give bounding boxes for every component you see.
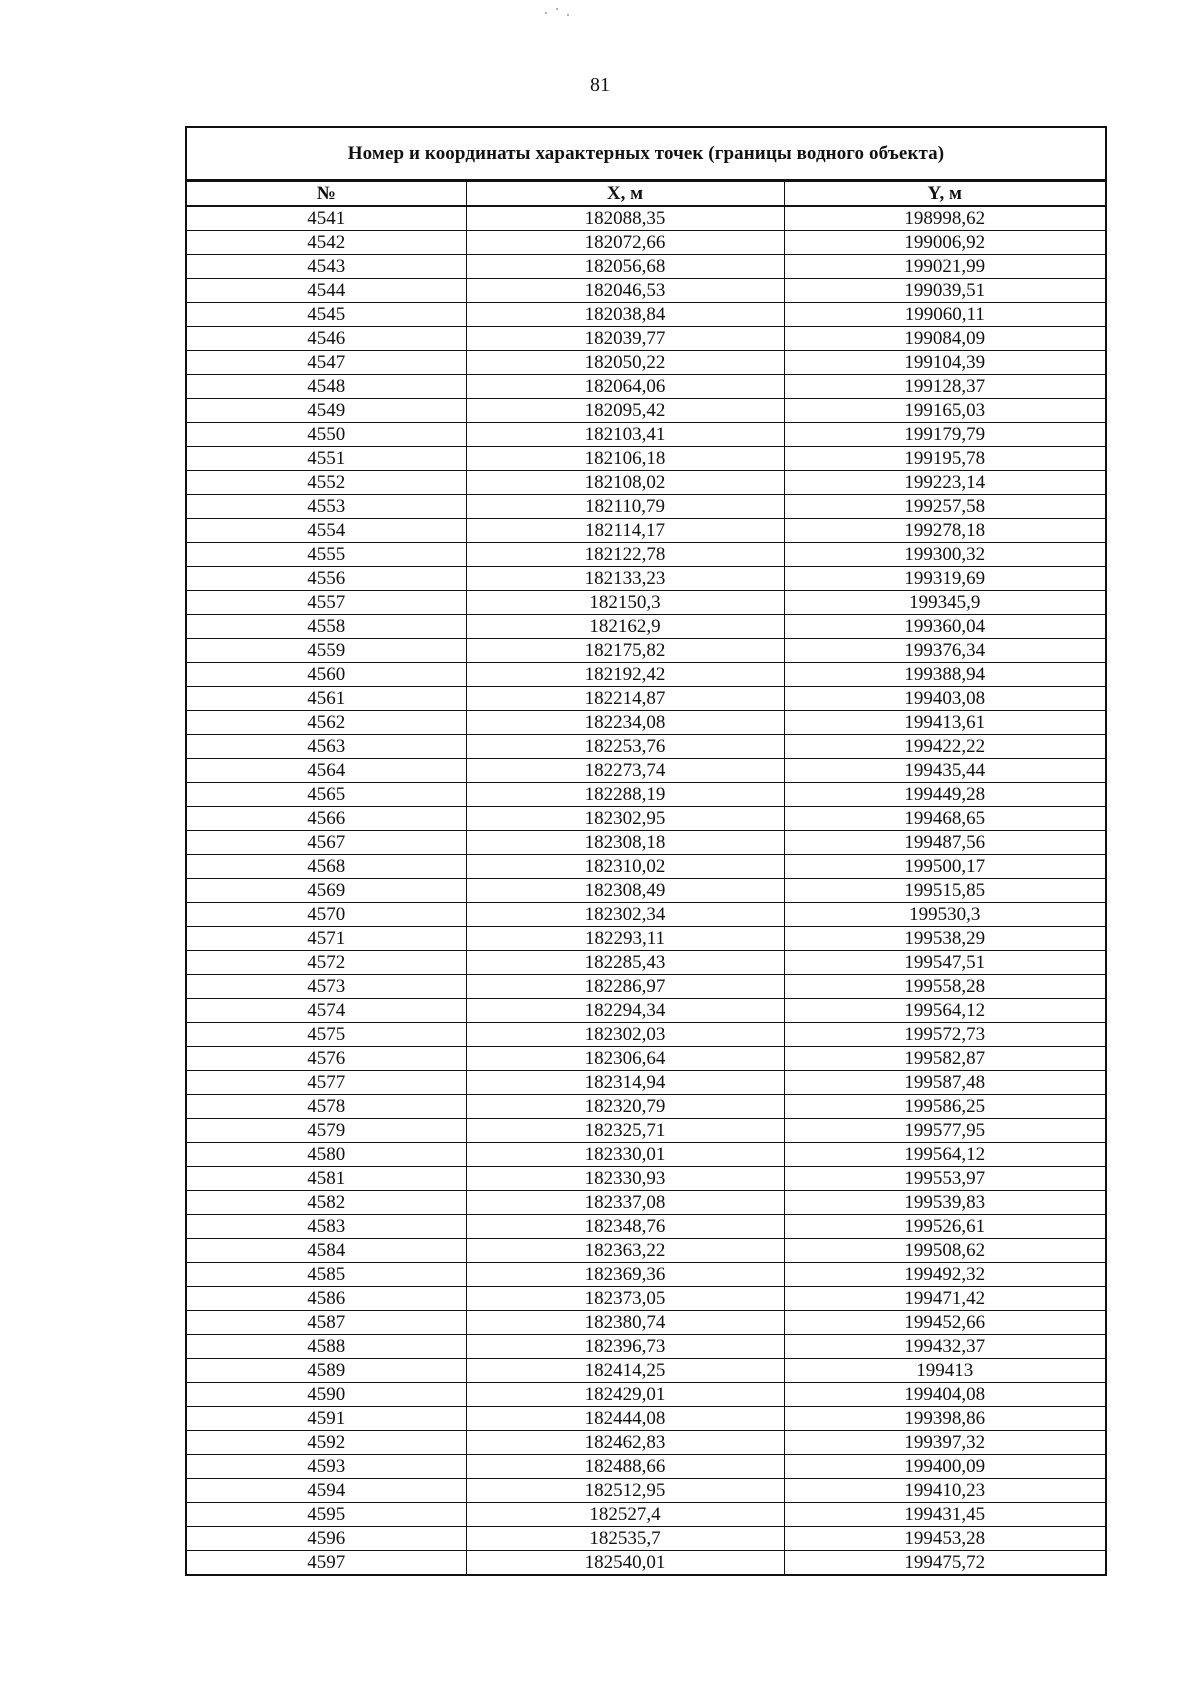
table-row: [187, 807, 1105, 831]
cell-point-number: 4557: [187, 591, 466, 615]
table-row: [187, 471, 1105, 495]
cell-point-number: 4582: [187, 1191, 466, 1215]
cell-point-number: 4578: [187, 1095, 466, 1119]
cell-x-coordinate: 182103,41: [466, 423, 784, 447]
cell-y-coordinate: 199530,3: [784, 903, 1105, 927]
cell-point-number: 4580: [187, 1143, 466, 1167]
cell-y-coordinate: 199319,69: [784, 567, 1105, 591]
table-row: [187, 543, 1105, 567]
cell-x-coordinate: 182150,3: [466, 591, 784, 615]
cell-point-number: 4559: [187, 639, 466, 663]
cell-point-number: 4576: [187, 1047, 466, 1071]
table-row: [187, 303, 1105, 327]
cell-y-coordinate: 199558,28: [784, 975, 1105, 999]
cell-point-number: 4565: [187, 783, 466, 807]
table-row: [187, 519, 1105, 543]
cell-y-coordinate: 199564,12: [784, 1143, 1105, 1167]
table-row: [187, 711, 1105, 735]
cell-y-coordinate: 199475,72: [784, 1551, 1105, 1575]
cell-point-number: 4566: [187, 807, 466, 831]
cell-x-coordinate: 182288,19: [466, 783, 784, 807]
cell-y-coordinate: 199508,62: [784, 1239, 1105, 1263]
table-row: [187, 951, 1105, 975]
table-body: [187, 206, 1105, 1574]
cell-y-coordinate: 199431,45: [784, 1503, 1105, 1527]
cell-x-coordinate: 182540,01: [466, 1551, 784, 1575]
table-row: [187, 1167, 1105, 1191]
cell-x-coordinate: 182072,66: [466, 231, 784, 255]
cell-x-coordinate: 182253,76: [466, 735, 784, 759]
cell-point-number: 4554: [187, 519, 466, 543]
cell-y-coordinate: 199404,08: [784, 1383, 1105, 1407]
cell-x-coordinate: 182512,95: [466, 1479, 784, 1503]
cell-point-number: 4546: [187, 327, 466, 351]
column-header-number: №: [187, 182, 466, 207]
cell-x-coordinate: 182373,05: [466, 1287, 784, 1311]
cell-point-number: 4560: [187, 663, 466, 687]
cell-y-coordinate: 199398,86: [784, 1407, 1105, 1431]
table-row: [187, 1095, 1105, 1119]
table-row: [187, 1551, 1105, 1575]
cell-y-coordinate: 199435,44: [784, 759, 1105, 783]
table-row: [187, 1239, 1105, 1263]
table-row: [187, 327, 1105, 351]
cell-point-number: 4553: [187, 495, 466, 519]
cell-point-number: 4595: [187, 1503, 466, 1527]
table-row: [187, 831, 1105, 855]
cell-point-number: 4555: [187, 543, 466, 567]
cell-y-coordinate: 199432,37: [784, 1335, 1105, 1359]
cell-y-coordinate: 199538,29: [784, 927, 1105, 951]
cell-x-coordinate: 182325,71: [466, 1119, 784, 1143]
cell-x-coordinate: 182535,7: [466, 1527, 784, 1551]
cell-y-coordinate: 199487,56: [784, 831, 1105, 855]
table-row: [187, 1263, 1105, 1287]
cell-point-number: 4564: [187, 759, 466, 783]
cell-y-coordinate: 199500,17: [784, 855, 1105, 879]
cell-y-coordinate: 199104,39: [784, 351, 1105, 375]
cell-point-number: 4588: [187, 1335, 466, 1359]
cell-x-coordinate: 182108,02: [466, 471, 784, 495]
table-row: [187, 1119, 1105, 1143]
cell-point-number: 4551: [187, 447, 466, 471]
cell-point-number: 4579: [187, 1119, 466, 1143]
cell-x-coordinate: 182314,94: [466, 1071, 784, 1095]
cell-y-coordinate: 199195,78: [784, 447, 1105, 471]
cell-y-coordinate: 199278,18: [784, 519, 1105, 543]
cell-x-coordinate: 182337,08: [466, 1191, 784, 1215]
cell-x-coordinate: 182095,42: [466, 399, 784, 423]
table-row: [187, 375, 1105, 399]
cell-x-coordinate: 182106,18: [466, 447, 784, 471]
coordinates-table: [185, 126, 1107, 1576]
cell-point-number: 4571: [187, 927, 466, 951]
cell-y-coordinate: 199547,51: [784, 951, 1105, 975]
cell-y-coordinate: 199453,28: [784, 1527, 1105, 1551]
cell-y-coordinate: 199587,48: [784, 1071, 1105, 1095]
cell-x-coordinate: 182294,34: [466, 999, 784, 1023]
cell-y-coordinate: 199413,61: [784, 711, 1105, 735]
cell-x-coordinate: 182302,34: [466, 903, 784, 927]
cell-y-coordinate: 199376,34: [784, 639, 1105, 663]
scan-speck: [545, 12, 547, 14]
cell-x-coordinate: 182273,74: [466, 759, 784, 783]
cell-y-coordinate: 199345,9: [784, 591, 1105, 615]
cell-point-number: 4568: [187, 855, 466, 879]
cell-x-coordinate: 182133,23: [466, 567, 784, 591]
cell-y-coordinate: 199452,66: [784, 1311, 1105, 1335]
cell-y-coordinate: 198998,62: [784, 206, 1105, 231]
cell-y-coordinate: 199128,37: [784, 375, 1105, 399]
cell-point-number: 4585: [187, 1263, 466, 1287]
cell-x-coordinate: 182302,95: [466, 807, 784, 831]
table-title: Номер и координаты характерных точек (границы водного объекта): [187, 128, 1105, 181]
cell-y-coordinate: 199492,32: [784, 1263, 1105, 1287]
cell-y-coordinate: 199572,73: [784, 1023, 1105, 1047]
cell-point-number: 4549: [187, 399, 466, 423]
table-row: [187, 639, 1105, 663]
cell-y-coordinate: 199413: [784, 1359, 1105, 1383]
cell-x-coordinate: 182234,08: [466, 711, 784, 735]
cell-y-coordinate: 199388,94: [784, 663, 1105, 687]
table-row: [187, 1335, 1105, 1359]
cell-point-number: 4589: [187, 1359, 466, 1383]
cell-x-coordinate: 182122,78: [466, 543, 784, 567]
table-row: [187, 399, 1105, 423]
table-row: [187, 735, 1105, 759]
table-row: [187, 591, 1105, 615]
cell-point-number: 4548: [187, 375, 466, 399]
cell-x-coordinate: 182330,01: [466, 1143, 784, 1167]
cell-x-coordinate: 182308,49: [466, 879, 784, 903]
cell-x-coordinate: 182380,74: [466, 1311, 784, 1335]
cell-y-coordinate: 199553,97: [784, 1167, 1105, 1191]
cell-y-coordinate: 199586,25: [784, 1095, 1105, 1119]
scan-speck: [556, 8, 558, 10]
cell-x-coordinate: 182527,4: [466, 1503, 784, 1527]
table-row: [187, 1191, 1105, 1215]
cell-x-coordinate: 182293,11: [466, 927, 784, 951]
cell-point-number: 4552: [187, 471, 466, 495]
cell-x-coordinate: 182488,66: [466, 1455, 784, 1479]
table-row: [187, 1215, 1105, 1239]
cell-y-coordinate: 199021,99: [784, 255, 1105, 279]
cell-point-number: 4574: [187, 999, 466, 1023]
cell-point-number: 4545: [187, 303, 466, 327]
cell-point-number: 4558: [187, 615, 466, 639]
cell-x-coordinate: 182114,17: [466, 519, 784, 543]
cell-point-number: 4577: [187, 1071, 466, 1095]
cell-x-coordinate: 182192,42: [466, 663, 784, 687]
cell-point-number: 4567: [187, 831, 466, 855]
cell-x-coordinate: 182046,53: [466, 279, 784, 303]
table-header-row: [187, 182, 1105, 207]
table-row: [187, 255, 1105, 279]
table-row: [187, 1455, 1105, 1479]
cell-point-number: 4583: [187, 1215, 466, 1239]
cell-point-number: 4547: [187, 351, 466, 375]
cell-y-coordinate: 199422,22: [784, 735, 1105, 759]
table-row: [187, 495, 1105, 519]
table-row: [187, 999, 1105, 1023]
cell-y-coordinate: 199039,51: [784, 279, 1105, 303]
table-row: [187, 759, 1105, 783]
table-row: [187, 206, 1105, 231]
cell-x-coordinate: 182175,82: [466, 639, 784, 663]
table-row: [187, 687, 1105, 711]
cell-y-coordinate: 199449,28: [784, 783, 1105, 807]
table-row: [187, 1071, 1105, 1095]
cell-y-coordinate: 199300,32: [784, 543, 1105, 567]
table-row: [187, 663, 1105, 687]
cell-y-coordinate: 199223,14: [784, 471, 1105, 495]
cell-point-number: 4591: [187, 1407, 466, 1431]
cell-x-coordinate: 182330,93: [466, 1167, 784, 1191]
cell-x-coordinate: 182088,35: [466, 206, 784, 231]
table-row: [187, 1503, 1105, 1527]
cell-x-coordinate: 182214,87: [466, 687, 784, 711]
cell-x-coordinate: 182285,43: [466, 951, 784, 975]
table-row: [187, 783, 1105, 807]
table-row: [187, 1479, 1105, 1503]
cell-x-coordinate: 182429,01: [466, 1383, 784, 1407]
column-header-y: Y, м: [784, 182, 1105, 207]
cell-point-number: 4563: [187, 735, 466, 759]
cell-x-coordinate: 182363,22: [466, 1239, 784, 1263]
table-row: [187, 1047, 1105, 1071]
table-row: [187, 1407, 1105, 1431]
table-row: [187, 855, 1105, 879]
cell-point-number: 4584: [187, 1239, 466, 1263]
cell-point-number: 4570: [187, 903, 466, 927]
cell-point-number: 4597: [187, 1551, 466, 1575]
cell-point-number: 4550: [187, 423, 466, 447]
cell-x-coordinate: 182056,68: [466, 255, 784, 279]
cell-point-number: 4542: [187, 231, 466, 255]
table-row: [187, 567, 1105, 591]
table-row: [187, 1023, 1105, 1047]
table-row: [187, 615, 1105, 639]
cell-y-coordinate: 199397,32: [784, 1431, 1105, 1455]
cell-x-coordinate: 182162,9: [466, 615, 784, 639]
cell-x-coordinate: 182039,77: [466, 327, 784, 351]
table-row: [187, 1359, 1105, 1383]
cell-x-coordinate: 182396,73: [466, 1335, 784, 1359]
table-row: [187, 903, 1105, 927]
cell-y-coordinate: 199179,79: [784, 423, 1105, 447]
cell-point-number: 4587: [187, 1311, 466, 1335]
table-row: [187, 1383, 1105, 1407]
cell-x-coordinate: 182308,18: [466, 831, 784, 855]
cell-y-coordinate: 199526,61: [784, 1215, 1105, 1239]
cell-x-coordinate: 182414,25: [466, 1359, 784, 1383]
cell-point-number: 4581: [187, 1167, 466, 1191]
cell-point-number: 4561: [187, 687, 466, 711]
cell-point-number: 4562: [187, 711, 466, 735]
cell-y-coordinate: 199257,58: [784, 495, 1105, 519]
column-header-x: X, м: [466, 182, 784, 207]
cell-y-coordinate: 199410,23: [784, 1479, 1105, 1503]
table-row: [187, 1527, 1105, 1551]
cell-point-number: 4544: [187, 279, 466, 303]
cell-y-coordinate: 199360,04: [784, 615, 1105, 639]
table-row: [187, 447, 1105, 471]
cell-x-coordinate: 182038,84: [466, 303, 784, 327]
table-row: [187, 279, 1105, 303]
cell-x-coordinate: 182110,79: [466, 495, 784, 519]
cell-point-number: 4594: [187, 1479, 466, 1503]
cell-point-number: 4573: [187, 975, 466, 999]
table-row: [187, 927, 1105, 951]
coordinates-grid: [187, 181, 1105, 1574]
cell-point-number: 4596: [187, 1527, 466, 1551]
cell-point-number: 4586: [187, 1287, 466, 1311]
cell-x-coordinate: 182310,02: [466, 855, 784, 879]
table-row: [187, 1143, 1105, 1167]
cell-y-coordinate: 199515,85: [784, 879, 1105, 903]
cell-y-coordinate: 199564,12: [784, 999, 1105, 1023]
page-number: 81: [590, 74, 610, 96]
cell-x-coordinate: 182306,64: [466, 1047, 784, 1071]
cell-y-coordinate: 199084,09: [784, 327, 1105, 351]
table-row: [187, 351, 1105, 375]
cell-x-coordinate: 182050,22: [466, 351, 784, 375]
cell-x-coordinate: 182064,06: [466, 375, 784, 399]
cell-x-coordinate: 182348,76: [466, 1215, 784, 1239]
cell-x-coordinate: 182302,03: [466, 1023, 784, 1047]
cell-y-coordinate: 199468,65: [784, 807, 1105, 831]
table-row: [187, 231, 1105, 255]
table-row: [187, 423, 1105, 447]
cell-y-coordinate: 199400,09: [784, 1455, 1105, 1479]
cell-point-number: 4590: [187, 1383, 466, 1407]
cell-y-coordinate: 199060,11: [784, 303, 1105, 327]
cell-point-number: 4575: [187, 1023, 466, 1047]
cell-point-number: 4593: [187, 1455, 466, 1479]
cell-x-coordinate: 182286,97: [466, 975, 784, 999]
cell-x-coordinate: 182369,36: [466, 1263, 784, 1287]
scan-speck: [567, 14, 569, 16]
cell-y-coordinate: 199539,83: [784, 1191, 1105, 1215]
cell-point-number: 4541: [187, 206, 466, 231]
cell-y-coordinate: 199471,42: [784, 1287, 1105, 1311]
cell-y-coordinate: 199582,87: [784, 1047, 1105, 1071]
cell-y-coordinate: 199006,92: [784, 231, 1105, 255]
cell-x-coordinate: 182444,08: [466, 1407, 784, 1431]
cell-point-number: 4572: [187, 951, 466, 975]
cell-y-coordinate: 199577,95: [784, 1119, 1105, 1143]
cell-point-number: 4556: [187, 567, 466, 591]
cell-point-number: 4569: [187, 879, 466, 903]
cell-y-coordinate: 199165,03: [784, 399, 1105, 423]
table-row: [187, 975, 1105, 999]
table-row: [187, 1311, 1105, 1335]
table-row: [187, 1287, 1105, 1311]
cell-x-coordinate: 182320,79: [466, 1095, 784, 1119]
cell-x-coordinate: 182462,83: [466, 1431, 784, 1455]
cell-point-number: 4543: [187, 255, 466, 279]
table-row: [187, 879, 1105, 903]
cell-point-number: 4592: [187, 1431, 466, 1455]
cell-y-coordinate: 199403,08: [784, 687, 1105, 711]
table-row: [187, 1431, 1105, 1455]
